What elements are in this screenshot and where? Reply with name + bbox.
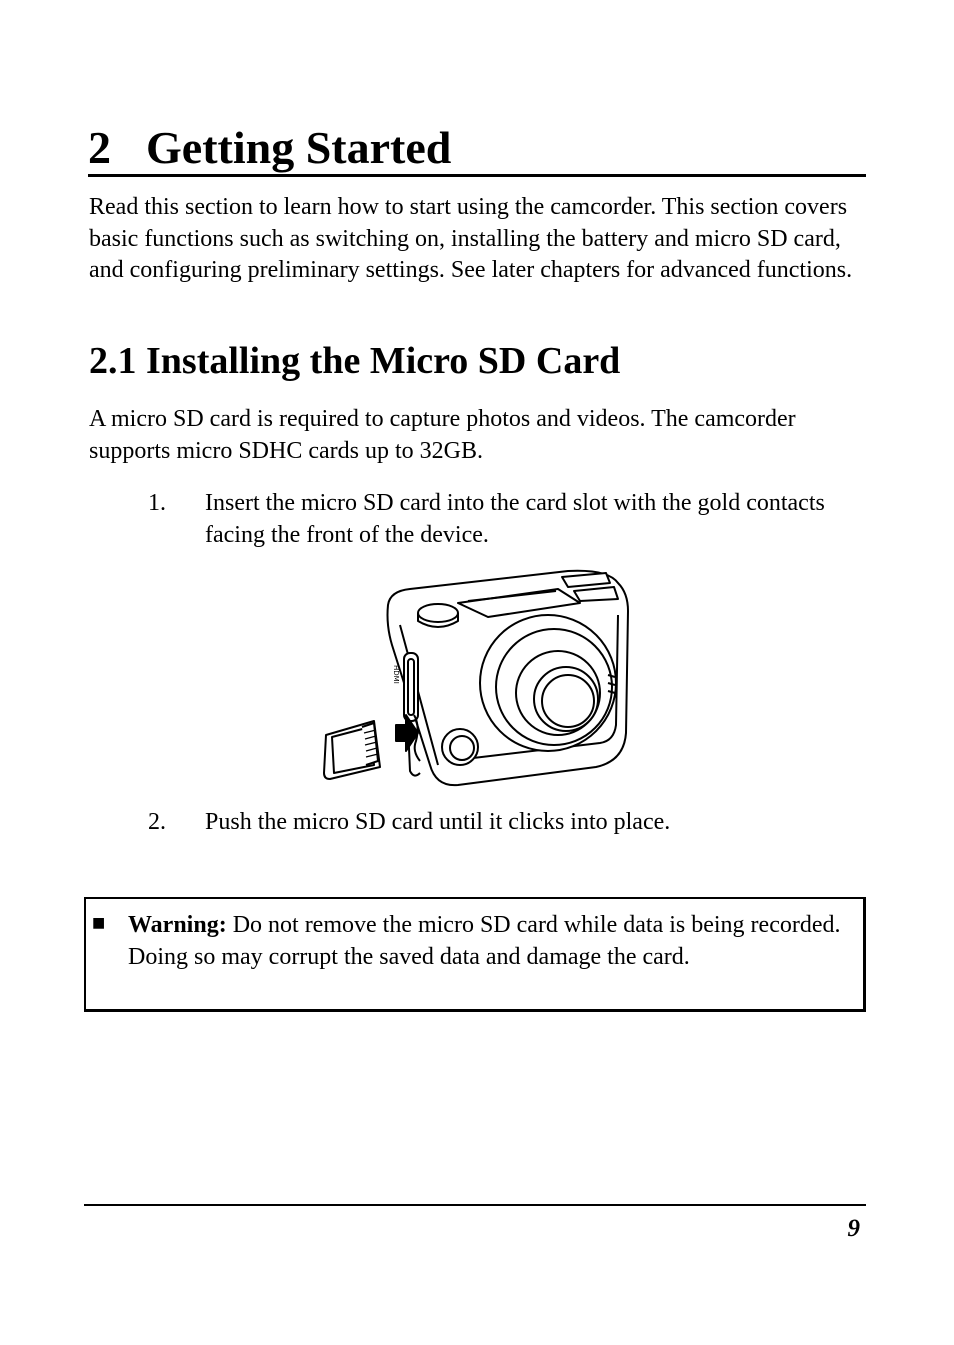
chapter-title-text: Getting Started	[146, 122, 452, 173]
camcorder-sd-insert-icon	[318, 565, 634, 791]
port-label: HDMI	[392, 665, 400, 684]
warning-text	[128, 909, 858, 973]
step-number: 1.	[148, 490, 166, 516]
warning-label: Warning:	[128, 912, 227, 938]
step-text: Push the micro SD card until it clicks into place.	[205, 809, 671, 835]
warning-body: Do not remove the micro SD card while data is being recorded. Doing so may corrupt the saved data and damage the card.	[128, 912, 841, 970]
intro-paragraph: Read this section to learn how to start using the camcorder. This section covers basic functions such as switching on, installing the battery and micro SD card, and configuring preliminary settings. See later chapters for advanced functions.	[89, 194, 853, 283]
bullet-icon: ■	[92, 915, 106, 931]
footer-rule	[84, 1204, 866, 1206]
step-item	[148, 487, 848, 551]
camcorder-illustration	[318, 565, 634, 791]
step-text: Insert the micro SD card into the card slot with the gold contacts facing the front of the device.	[205, 490, 825, 548]
section-paragraph: A micro SD card is required to capture photos and videos. The camcorder supports micro SDHC cards up to 32GB.	[89, 406, 796, 464]
step-number: 2.	[148, 809, 166, 835]
chapter-title	[88, 122, 866, 177]
step-item	[148, 806, 848, 838]
section-title: 2.1 Installing the Micro SD Card	[89, 340, 621, 382]
warning-box	[84, 897, 866, 1012]
chapter-number: 2	[88, 122, 111, 173]
page-number: 9	[847, 1215, 860, 1242]
